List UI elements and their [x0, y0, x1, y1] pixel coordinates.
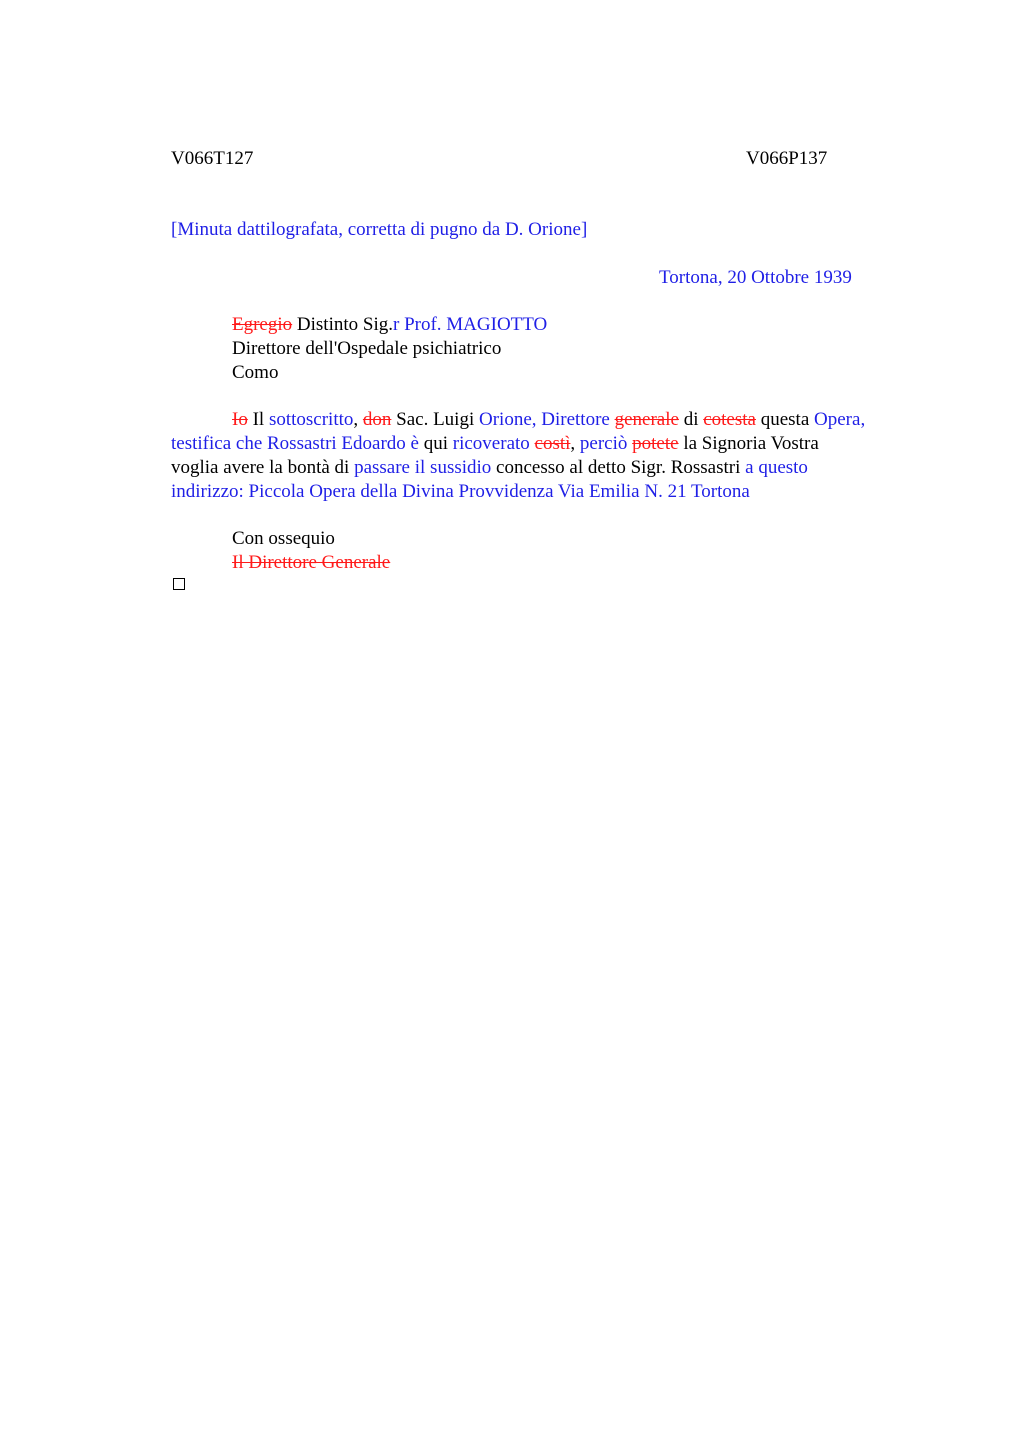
recipient-city: Como: [232, 362, 279, 383]
body-text: la Signoria Vostra: [678, 433, 819, 454]
archive-code-left: V066T127: [171, 148, 254, 169]
recipient-line: [232, 313, 547, 337]
inserted-text: Orione, Direttore: [479, 409, 615, 430]
deleted-word: Egregio: [232, 314, 293, 335]
deleted-word: costì: [534, 433, 571, 454]
inserted-text: perciò: [579, 433, 628, 454]
closing-greeting: Con ossequio: [232, 528, 335, 549]
editorial-note: [Minuta dattilografata, corretta di pugno da D. Orione]: [171, 219, 588, 240]
body-text: voglia avere la bontà di: [171, 457, 355, 478]
recipient-salutation: Distinto Sig.: [292, 314, 393, 335]
inserted-text: a questo: [745, 457, 808, 478]
body-line-3: [171, 456, 808, 480]
deleted-signature: Il Direttore Generale: [232, 552, 391, 573]
letter-date: Tortona, 20 Ottobre 1939: [659, 267, 852, 288]
inserted-text: r: [392, 314, 400, 335]
body-text: qui: [418, 433, 453, 454]
body-text: concesso al detto Sigr. Rossastri: [491, 457, 746, 478]
archive-code-right: V066P137: [746, 148, 828, 169]
inserted-text: sottoscritto: [268, 409, 354, 430]
body-line-4: [171, 480, 750, 504]
body-text: ,: [570, 433, 580, 454]
body-text: Sac. Luigi: [391, 409, 479, 430]
body-line-1: [232, 408, 865, 432]
deleted-word: potete: [632, 433, 679, 454]
deleted-word: cotesta: [703, 409, 756, 430]
deleted-word: don: [362, 409, 392, 430]
body-text: ,: [353, 409, 363, 430]
inserted-text: testifica che Rossastri Edoardo è: [171, 433, 419, 454]
deleted-word: generale: [614, 409, 679, 430]
body-text: questa: [755, 409, 815, 430]
body-text: Il: [247, 409, 269, 430]
inserted-text: indirizzo: Piccola Opera della Divina Provvidenza Via Emilia N. 21 Tortona: [171, 481, 750, 502]
inserted-text: Opera,: [814, 409, 866, 430]
inserted-text: ricoverato: [452, 433, 530, 454]
inserted-text: passare il sussidio: [354, 457, 492, 478]
recipient-title: Direttore dell'Ospedale psichiatrico: [232, 338, 502, 359]
body-line-2: [171, 432, 819, 456]
deleted-word: Io: [232, 409, 248, 430]
checkbox-glyph: [173, 578, 185, 590]
body-text: di: [678, 409, 704, 430]
recipient-name: Prof. MAGIOTTO: [399, 314, 548, 335]
